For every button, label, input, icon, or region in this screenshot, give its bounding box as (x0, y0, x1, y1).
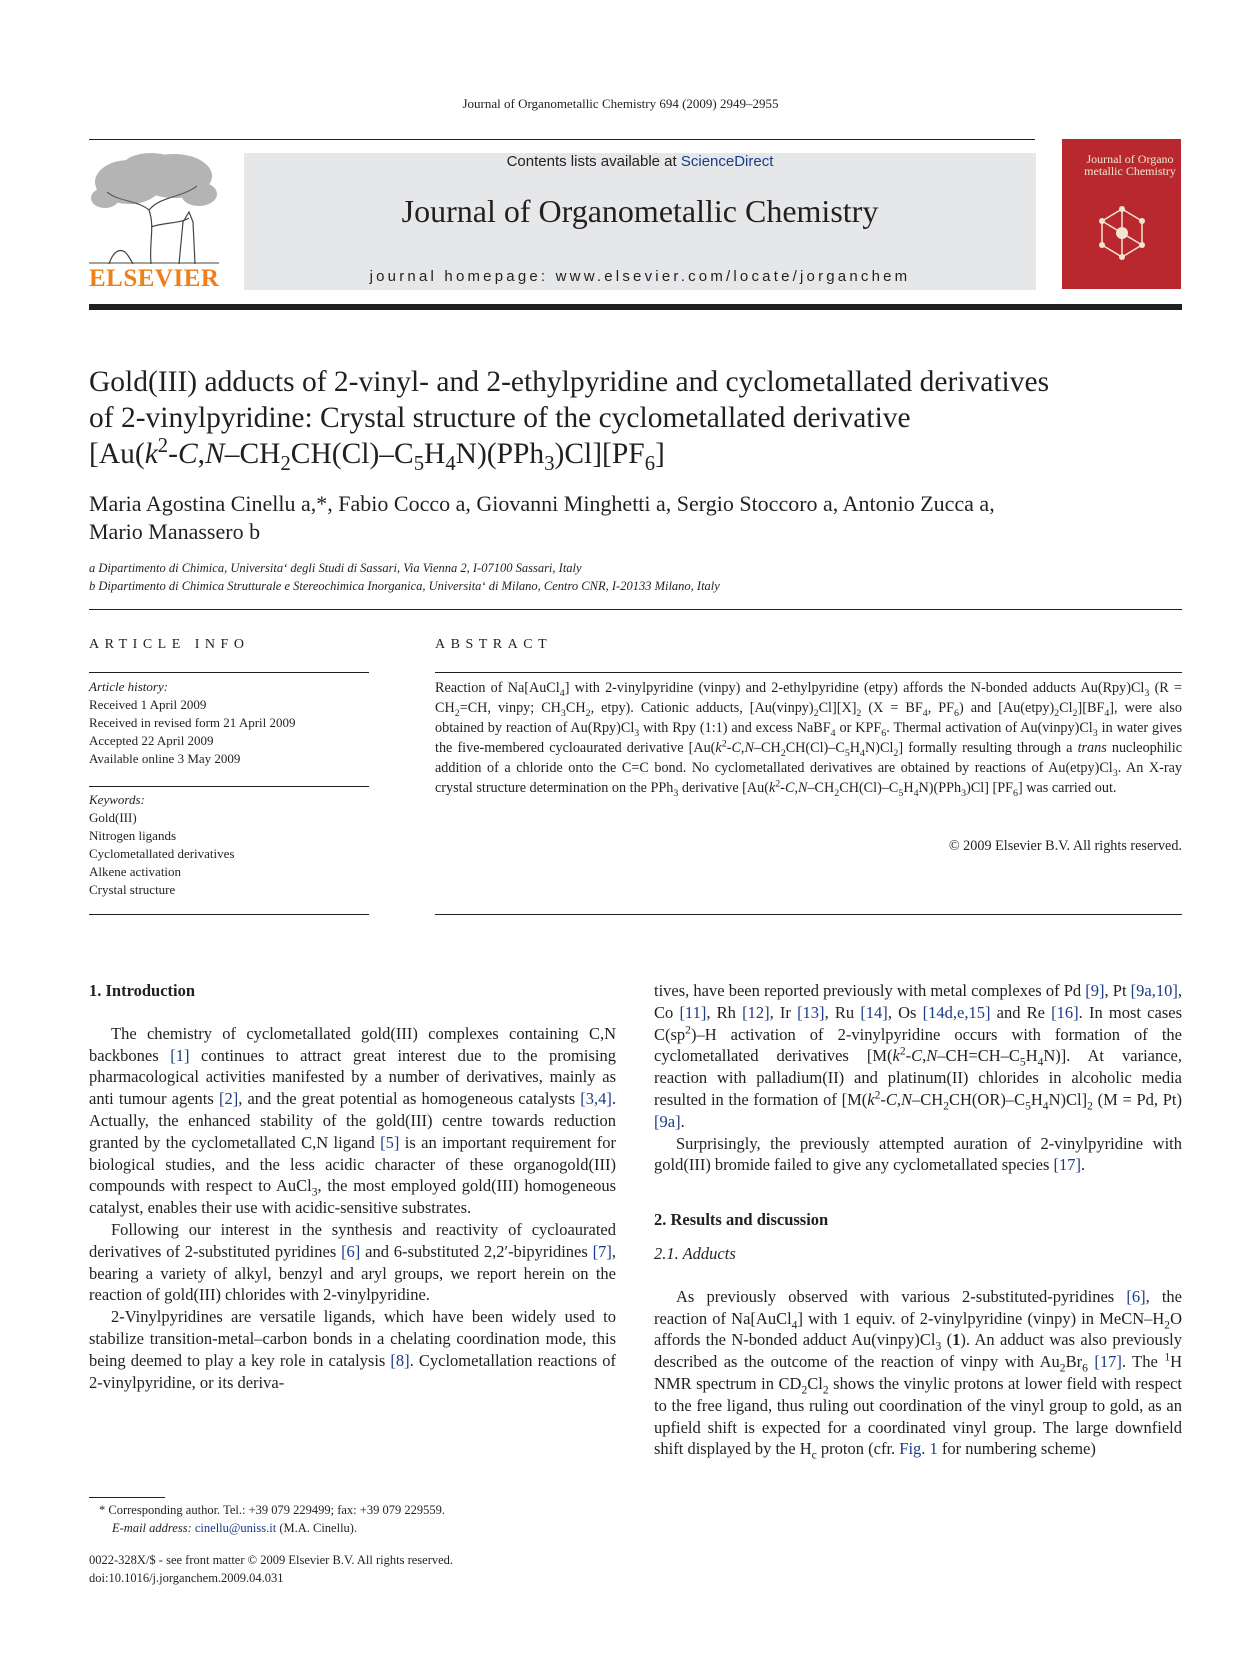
citation-link[interactable]: [6] (341, 1241, 361, 1261)
citation-link[interactable]: [6] (1126, 1286, 1146, 1306)
abstract-text: Reaction of Na[AuCl$_4$] with 2-vinylpyridine (vinpy) and 2-ethylpyridine (etpy) affords the N-bonded adducts $Au(Rpy)Cl_3$ ($R = CH_2=CH$, vinpy; $CH_3CH_2$, etpy). Cationic adducts, $[Au(vinpy)_2Cl][X]_2$ ($X = BF_4$, $PF_6$) and $[Au(etpy)_2Cl_2][BF_4]$, were also obtained by reaction of $Au(Rpy)Cl_3$ with Rpy (1:1) and excess NaBF$_4$ or $KPF_6$. Thermal activation of $Au(vinpy)Cl_3$ in water gives the five-membered cycloaurated derivative $[Au(k^2-C,N-CH_2CH(Cl)-C_5H_4N)Cl_2]$ formally resulting through a trans nucleophilic addition of a chloride onto the C=C bond. No cyclometallated derivatives are obtained by reactions of $Au(etpy)Cl_3$. An X-ray crystal structure determination on the PPh$_3$ derivative $[Au(k^2-C,N-CH_2CH(Cl)-C_5H_4N)(PPh_3)Cl]$ $[PF_6]$ was carried out. (435, 680, 1182, 799)
history-item: Accepted 22 April 2009 (89, 733, 214, 748)
journal-cover-image (1062, 139, 1181, 289)
affiliations (89, 559, 1189, 595)
affiliation-b: b Dipartimento di Chimica Strutturale e Stereochimica Inorganica, Universita‘ di Milano, Centro CNR, I-20133 Milano, Italy (89, 579, 720, 593)
title-line-3: $[Au(k^2-C,N-CH_2CH(Cl)-C_5H_4N)(PPh_3)Cl][PF_6]$ (89, 435, 665, 475)
citation-link[interactable]: [8] (390, 1350, 410, 1370)
citation-link[interactable]: [16] (1051, 1002, 1079, 1022)
journal-homepage-link[interactable]: journal homepage: www.elsevier.com/locate/jorganchem (369, 268, 911, 285)
section-heading-results: 2. Results and discussion (654, 1210, 829, 1230)
history-item: Received in revised form 21 April 2009 (89, 715, 296, 730)
history-item: Received 1 April 2009 (89, 697, 207, 712)
sciencedirect-link[interactable]: ScienceDirect (680, 153, 774, 170)
citation-link[interactable]: [9a,10] (1130, 981, 1178, 1000)
paragraph: tives, have been reported previously with metal complexes of Pd [9], Pt [9a,10], Co [11], Rh [12], Ir [13], Ru [14], Os [14d,e,15] and Re [16]. In most cases $C(sp^2)-H$ activation of 2-vinylpyridine occurs with formation of the cyclometallated derivatives $[M(k^2-C,N-CH=CH-C_5H_4N)]$. At variance, reaction with palladium(II) and platinum(II) chlorides in alcoholic media resulted in the formation of $[M(k^2-C,N-CH_2CH(OR)-C_5H_4N)Cl]_2$ (M = Pd, Pt) [9a]. (654, 981, 1182, 1131)
publication-meta (89, 1551, 616, 1587)
citation-link[interactable]: [9a] (654, 1111, 681, 1131)
contents-prefix: Contents lists available at (506, 153, 681, 170)
footnote-email (112, 1519, 616, 1537)
article-info-heading: ARTICLE INFO (89, 637, 250, 652)
publisher-name: ELSEVIER (89, 265, 220, 292)
affiliation-a: a Dipartimento di Chimica, Universita‘ degli Studi di Sassari, Via Vienna 2, I-07100 Sassari, Italy (89, 561, 582, 575)
abstract-heading: ABSTRACT (435, 637, 553, 652)
citation-link[interactable]: [14] (860, 1002, 888, 1022)
section-heading-introduction: 1. Introduction (89, 981, 196, 1000)
journal-name: Journal of Organometallic Chemistry (401, 193, 879, 229)
affiliation-rule (89, 609, 1182, 610)
history-label: Article history: (89, 679, 169, 694)
body-column-left (89, 980, 616, 1393)
abstract-rule (435, 672, 1182, 673)
title-line-2: of 2-vinylpyridine: Crystal structure of the cyclometallated derivative (89, 402, 911, 434)
keywords (89, 791, 369, 899)
authors-line-1: Maria Agostina Cinellu a,*, Fabio Cocco a, Giovanni Minghetti a, Sergio Stoccoro a, Antonio Zucca a, (89, 491, 995, 516)
keyword: Cyclometallated derivatives (89, 846, 235, 861)
authors (89, 490, 1189, 546)
abstract-end-rule (435, 914, 1182, 915)
keywords-rule (89, 914, 369, 915)
footnote-author-text: Corresponding author. Tel.: +39 079 229499; fax: +39 079 229559. (108, 1503, 445, 1517)
paragraph: Surprisingly, the previously attempted auration of 2-vinylpyridine with gold(III) bromide failed to give any cyclometallated species [17]. (654, 1133, 1182, 1175)
citation-link[interactable]: [11] (679, 1002, 707, 1022)
citation-link[interactable]: [1] (170, 1045, 190, 1065)
keyword: Nitrogen ligands (89, 828, 177, 843)
header-thick-rule (89, 304, 1182, 310)
citation-link[interactable]: [2] (218, 1089, 239, 1109)
body-column-right (654, 980, 1182, 1460)
footnote (89, 1497, 616, 1537)
figure-link[interactable]: Fig. 1 (899, 1439, 938, 1459)
footnote-author: * Corresponding author. Tel.: +39 079 229499; fax: +39 079 229559. (99, 1503, 445, 1517)
keywords-label: Keywords: (89, 792, 145, 807)
citation-link[interactable]: [13] (797, 1002, 825, 1022)
paragraph: Following our interest in the synthesis and reactivity of cycloaurated derivatives of 2-substituted pyridines [6] and 6-substituted 2,2′-bipyridines [7], bearing a variety of alkyl, benzyl and aryl groups, we report herein on the reaction of gold(III) chlorides with 2-vinylpyridine. (89, 1219, 616, 1305)
keyword: Crystal structure (89, 882, 176, 897)
citation-link[interactable]: [7] (592, 1241, 612, 1261)
history-item: Available online 3 May 2009 (89, 751, 241, 766)
copyright-notice: © 2009 Elsevier B.V. All rights reserved. (948, 838, 1182, 854)
elsevier-logo (89, 152, 219, 292)
paragraph: The chemistry of cyclometallated gold(III) complexes containing C,N backbones [1] continues to attract great interest due to the promising pharmacological activities manifested by a number of derivatives, mainly as anti tumour agents [2], and the great potential as homogeneous catalysts [3,4]. Actually, the enhanced stability of the gold(III) centre towards reduction granted by the cyclometallated C,N ligand [5] is an important requirement for biological studies, and the less acidic character of these organogold(III) compounds with respect to AuCl$_3$, the most employed gold(III) homogeneous catalyst, enables their use with acidic-sensitive substrates. (89, 1023, 617, 1218)
history-rule (89, 786, 369, 787)
subsection-heading-adducts: 2.1. Adducts (654, 1243, 736, 1263)
title-line-1: Gold(III) adducts of 2-vinyl- and 2-ethylpyridine and cyclometallated derivatives (89, 366, 1050, 398)
citation-link[interactable]: [17] (1053, 1155, 1082, 1175)
molecule-icon (1087, 199, 1157, 274)
contents-line (244, 153, 1036, 170)
citation-link[interactable]: [5] (380, 1132, 400, 1152)
authors-line-2: Mario Manassero b (89, 519, 261, 544)
paragraph: As previously observed with various 2-substituted-pyridines [6], the reaction of Na[AuCl$_4$] with 1 equiv. of 2-vinylpyridine (vinpy) in MeCN–$H_2O$ affords the N-bonded adduct $Au(vinpy)Cl_3$ (1). An adduct was also previously described as the outcome of the reaction of vinpy with $Au_2Br_6$ [17]. The $^1$H NMR spectrum in $CD_2Cl_2$ shows the vinylic protons at lower field with respect to the free ligand, thus ruling out coordination of the vinyl group to gold, as an upfield shift is expected for a coordinated vinyl group. The large downfield shift displayed by the $H_c$ proton (cfr. Fig. 1 for numbering scheme) (654, 1286, 1183, 1462)
journal-banner (244, 153, 1036, 290)
cover-title: Journal of Organo metallic Chemistry (1084, 152, 1176, 178)
article-title (89, 364, 1189, 475)
doi-line[interactable]: doi:10.1016/j.jorganchem.2009.04.031 (89, 1571, 284, 1585)
issn-line: 0022-328X/$ - see front matter © 2009 Elsevier B.V. All rights reserved. (89, 1553, 454, 1567)
email-label: E-mail address: (112, 1521, 195, 1535)
article-info-rule (89, 672, 369, 673)
paragraph: 2-Vinylpyridines are versatile ligands, which have been widely used to stabilize transition-metal–carbon bonds in a chelating coordination mode, this being deemed to play a key role in catalysis [8]. Cyclometallation reactions of 2-vinylpyridine, or its deriva- (89, 1307, 616, 1392)
keyword: Alkene activation (89, 864, 182, 879)
citation-link[interactable]: [17] (1094, 1352, 1122, 1372)
keyword: Gold(III) (89, 810, 137, 825)
citation-link[interactable]: [12] (742, 1002, 770, 1022)
journal-citation: Journal of Organometallic Chemistry 694 (2009) 2949–2955 (462, 96, 779, 111)
citation-link[interactable]: [14d,e,15] (922, 1002, 991, 1022)
elsevier-tree-icon (89, 152, 219, 264)
header-rule (89, 139, 1035, 140)
article-history (89, 678, 369, 768)
citation-link[interactable]: [9] (1085, 981, 1105, 1000)
email-owner: (M.A. Cinellu). (276, 1521, 358, 1535)
email-link[interactable]: cinellu@uniss.it (194, 1521, 277, 1535)
citation-link[interactable]: [3,4] (580, 1089, 612, 1109)
